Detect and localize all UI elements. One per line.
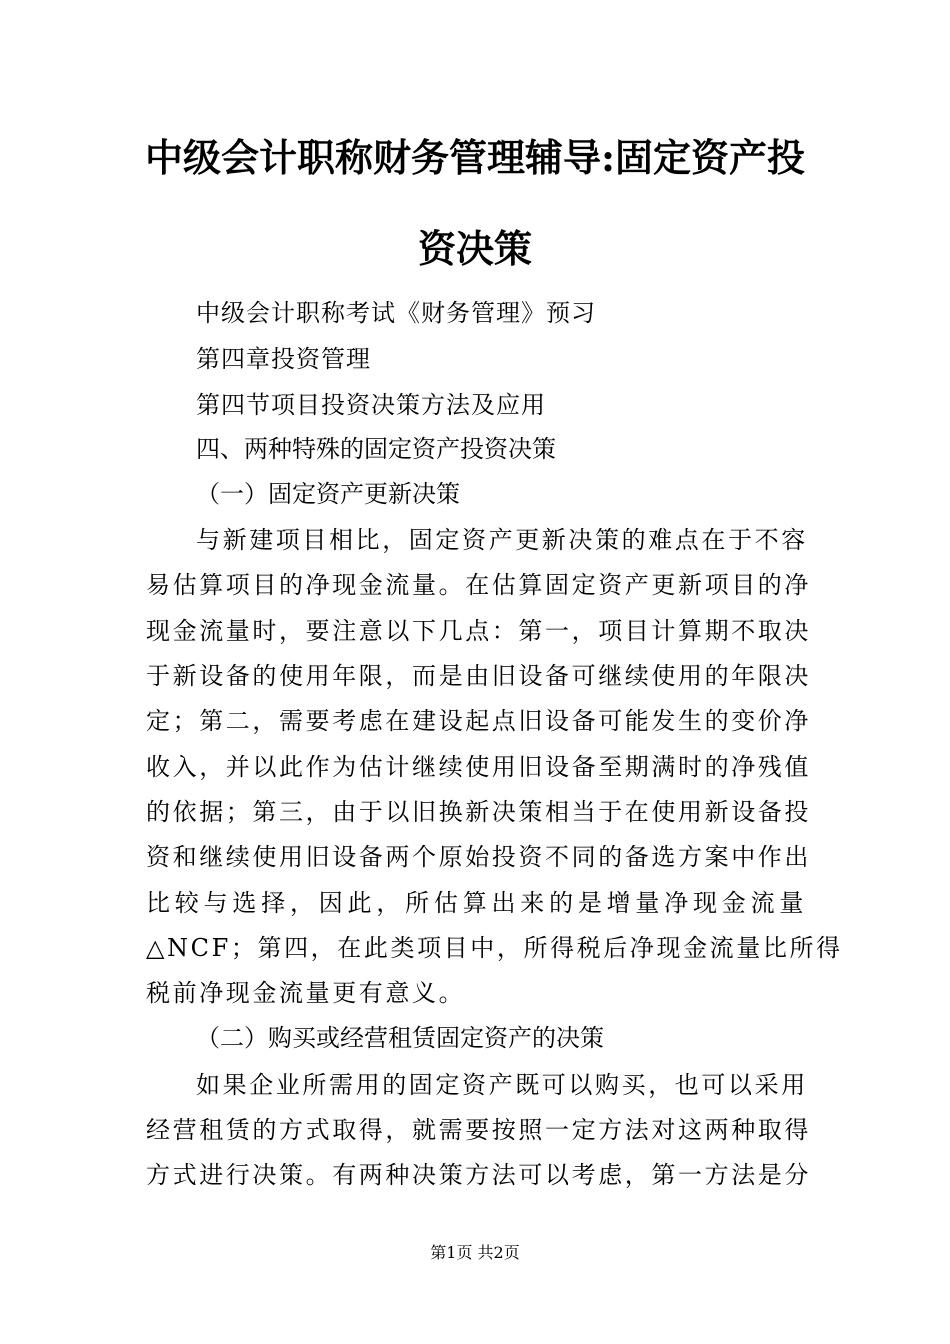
- paragraph-2-line: 如果企业所需用的固定资产既可以购买，也可以采用: [196, 1071, 808, 1099]
- page-number-footer: 第1页 共2页: [430, 1243, 520, 1262]
- paragraph-1-line: △NCF；第四，在此类项目中，所得税后净现金流量比所得: [146, 934, 843, 962]
- section-heading: 四、两种特殊的固定资产投资决策: [196, 435, 556, 463]
- paragraph-1-line: 的依据；第三，由于以旧换新决策相当于在使用新设备投: [146, 798, 811, 826]
- paragraph-1-line: 定；第二，需要考虑在建设起点旧设备可能发生的变价净: [146, 707, 811, 735]
- paragraph-1-line: 与新建项目相比，固定资产更新决策的难点在于不容: [196, 526, 808, 554]
- paragraph-2-line: 经营租赁的方式取得，就需要按照一定方法对这两种取得: [146, 1116, 811, 1144]
- meta-chapter-line: 第四章投资管理: [196, 345, 371, 373]
- document-title-line-1: 中级会计职称财务管理辅导:固定资产投: [144, 135, 806, 180]
- paragraph-1-line: 现金流量时，要注意以下几点：第一，项目计算期不取决: [146, 617, 811, 645]
- paragraph-2-line: 方式进行决策。有两种决策方法可以考虑，第一方法是分: [146, 1161, 811, 1189]
- paragraph-1-line: 收入，并以此作为估计继续使用旧设备至期满时的净残值: [146, 753, 811, 781]
- paragraph-1-line: 资和继续使用旧设备两个原始投资不同的备选方案中作出: [146, 843, 811, 871]
- paragraph-1-line: 比较与选择，因此，所估算出来的是增量净现金流量: [146, 889, 806, 917]
- meta-exam-line: 中级会计职称考试《财务管理》预习: [196, 299, 596, 327]
- document-title-line-2: 资决策: [417, 226, 532, 271]
- subsection-heading-2: （二）购买或经营租赁固定资产的决策: [196, 1024, 604, 1052]
- paragraph-1-line: 易估算项目的净现金流量。在估算固定资产更新项目的净: [146, 571, 811, 599]
- subsection-heading-1: （一）固定资产更新决策: [196, 480, 460, 508]
- meta-section-line: 第四节项目投资决策方法及应用: [196, 391, 546, 419]
- paragraph-1-line: 税前净现金流量更有意义。: [146, 979, 466, 1007]
- paragraph-1-line: 于新设备的使用年限，而是由旧设备可继续使用的年限决: [146, 662, 811, 690]
